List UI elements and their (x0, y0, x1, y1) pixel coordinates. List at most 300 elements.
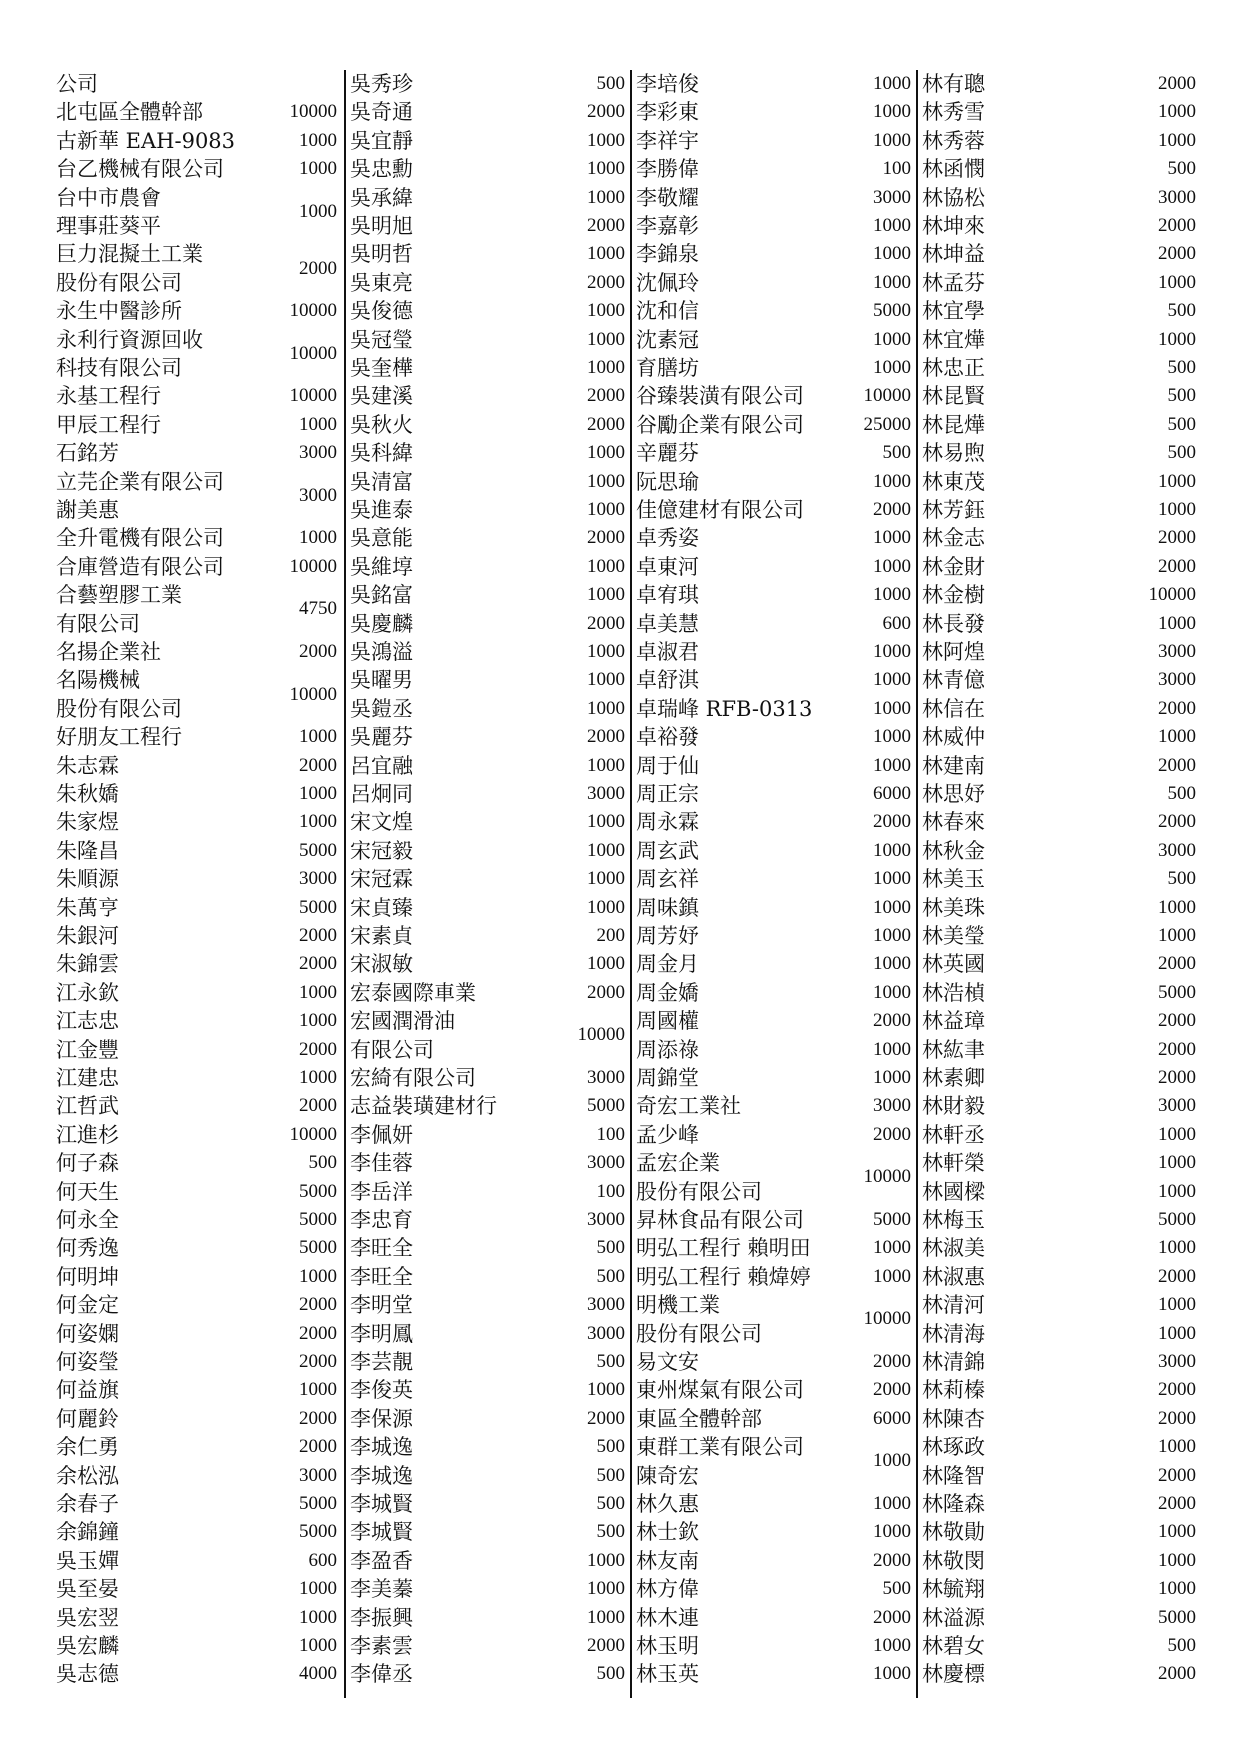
donor-name-line: 吳意能 (350, 526, 413, 551)
donation-amount: 1000 (1158, 271, 1196, 293)
donor-name (56, 723, 283, 751)
donor-entry (918, 808, 1200, 836)
donor-entry (918, 780, 1200, 808)
donor-name (922, 1064, 1142, 1092)
donor-name (350, 468, 571, 496)
donor-name (922, 155, 1142, 183)
donation-amount: 3000 (299, 442, 337, 464)
donor-entry (918, 1064, 1200, 1092)
donation-amount: 2000 (299, 953, 337, 975)
donor-name (56, 666, 283, 723)
donation-amount: 1000 (1158, 1521, 1196, 1543)
donor-entry (56, 1263, 341, 1291)
donor-name-line: 永利行資源回收 (56, 327, 203, 352)
donation-amount: 1000 (873, 328, 911, 350)
donation-amount: 1000 (1158, 1549, 1196, 1571)
donor-name (922, 1604, 1142, 1632)
donor-name (350, 666, 571, 694)
donor-name (636, 780, 857, 808)
donor-entry (346, 1007, 629, 1064)
donor-name-line: 林宜學 (922, 299, 985, 324)
donor-entry (632, 524, 915, 552)
donation-amount: 500 (596, 1464, 625, 1486)
donor-name-line: 吳進泰 (350, 498, 413, 522)
donor-name-line: 呂炯同 (350, 782, 413, 806)
donor-name-line: 江哲武 (56, 1094, 119, 1119)
donation-amount: 3000 (1158, 1095, 1196, 1117)
donor-name-line: 吳維埻 (350, 554, 413, 579)
donor-name-line: 江建忠 (56, 1066, 119, 1090)
donation-list-sheet (56, 70, 1196, 1700)
donation-amount: 10000 (863, 1308, 911, 1330)
donor-entry (56, 1036, 341, 1064)
donor-name (350, 1007, 571, 1064)
donor-entry (346, 723, 629, 751)
donor-name (350, 1291, 571, 1319)
donor-name (350, 70, 571, 98)
donor-name (350, 354, 571, 382)
donor-name (350, 1433, 571, 1461)
donation-amount: 2000 (873, 1549, 911, 1571)
donor-entry (56, 382, 341, 410)
donor-name (350, 1660, 571, 1688)
donor-name-line: 周國權 (636, 1009, 699, 1034)
donor-name-line: 全升電機有限公司 (56, 526, 224, 551)
donation-amount: 3000 (873, 186, 911, 208)
donor-name-line: 李偉丞 (350, 1662, 413, 1687)
donor-name (350, 922, 571, 950)
donation-amount: 500 (1167, 158, 1196, 180)
donor-name-line: 朱志霖 (56, 753, 119, 778)
donation-amount: 10000 (289, 683, 337, 705)
donor-name-line: 林長發 (922, 611, 985, 636)
donor-name (922, 922, 1142, 950)
donor-name (922, 70, 1142, 98)
donor-name-line: 公司 (56, 72, 98, 96)
donation-amount: 2000 (299, 1322, 337, 1344)
donation-amount: 500 (1167, 783, 1196, 804)
donor-name-line: 明弘工程行 賴明田 (636, 1236, 811, 1261)
donation-amount: 5000 (299, 1521, 337, 1543)
donor-name-line: 名揚企業社 (56, 640, 161, 664)
donor-name (922, 354, 1142, 382)
donor-entry (56, 524, 341, 552)
donor-name-line: 林友南 (636, 1548, 699, 1573)
donor-name (922, 212, 1142, 240)
donation-amount: 2000 (587, 981, 625, 1003)
donation-amount: 1000 (299, 1379, 337, 1401)
donor-entry (918, 155, 1200, 183)
donor-name-line: 林財毅 (922, 1094, 985, 1119)
donor-entry (918, 1490, 1200, 1518)
donor-entry (632, 638, 915, 666)
donor-name-line: 李嘉彰 (636, 214, 699, 238)
donation-amount: 1000 (1158, 1294, 1196, 1316)
donor-name-line: 孟少峰 (636, 1122, 699, 1147)
donor-name-line: 卓東河 (636, 554, 699, 579)
donation-amount: 500 (596, 1351, 625, 1372)
donation-amount: 2000 (299, 1095, 337, 1117)
donor-entry (632, 269, 915, 297)
donation-amount: 5000 (299, 896, 337, 918)
donor-name-line: 李城逸 (350, 1435, 413, 1460)
donor-entry (632, 439, 915, 467)
donor-name (56, 297, 283, 325)
donor-entry (918, 1007, 1200, 1035)
donation-amount: 1000 (873, 584, 911, 606)
donation-amount: 3000 (587, 1067, 625, 1088)
donor-entry (918, 439, 1200, 467)
donor-name-line: 林士欽 (636, 1520, 699, 1545)
donor-entry (346, 1092, 629, 1120)
donor-name-line: 佳億建材有限公司 (636, 498, 804, 522)
donor-name (636, 1604, 857, 1632)
donation-amount: 500 (1167, 1635, 1196, 1656)
donor-entry (346, 1376, 629, 1404)
donation-amount: 10000 (863, 1166, 911, 1188)
donation-amount: 5000 (873, 300, 911, 322)
donor-entry (346, 581, 629, 609)
donor-name (922, 950, 1142, 978)
donor-name-line: 股份有限公司 (636, 1321, 762, 1346)
donor-entry (346, 1547, 629, 1575)
donor-name (922, 1291, 1142, 1319)
donor-name (636, 1263, 857, 1291)
donation-amount: 1000 (587, 697, 625, 719)
donation-amount: 2000 (873, 811, 911, 833)
donor-name-line: 何益旗 (56, 1378, 119, 1403)
donor-entry (632, 979, 915, 1007)
donation-amount: 1000 (1158, 328, 1196, 350)
donation-amount: 2000 (1158, 1464, 1196, 1486)
donor-name-line: 沈和信 (636, 299, 699, 324)
donor-name (350, 1121, 571, 1149)
donor-entry (56, 1405, 341, 1433)
donor-entry (918, 1632, 1200, 1660)
donation-amount: 2000 (299, 754, 337, 776)
donor-entry (346, 439, 629, 467)
donor-name-line: 林協松 (922, 185, 985, 210)
donor-name-line: 周味鎮 (636, 895, 699, 920)
donor-entry (632, 1604, 915, 1632)
donor-entry (632, 1632, 915, 1660)
donor-name (922, 1121, 1142, 1149)
donor-name (56, 1348, 283, 1376)
donor-name (350, 1206, 571, 1234)
donor-name-line: 李保源 (350, 1406, 413, 1431)
donor-entry (346, 326, 629, 354)
donor-name (922, 865, 1142, 893)
column-4 (916, 70, 1200, 1698)
donor-entry (346, 1433, 629, 1461)
donor-name-line: 李俊英 (350, 1378, 413, 1403)
donation-amount: 2000 (1158, 1663, 1196, 1685)
donor-name (350, 1376, 571, 1404)
donor-name (922, 411, 1142, 439)
donor-name-line: 育膳坊 (636, 356, 699, 380)
donation-amount: 1000 (1158, 129, 1196, 151)
donation-amount: 500 (1167, 385, 1196, 407)
donor-name (350, 496, 571, 524)
donation-amount: 2000 (587, 1407, 625, 1429)
donor-name-line: 卓美慧 (636, 611, 699, 636)
donation-amount: 1000 (873, 1038, 911, 1060)
donor-name-line: 林玉明 (636, 1634, 699, 1658)
donor-entry (346, 411, 629, 439)
donor-name-line: 台乙機械有限公司 (56, 157, 224, 182)
donor-name (56, 326, 283, 383)
donor-name-line: 朱銀河 (56, 924, 119, 948)
donation-amount: 2000 (587, 215, 625, 236)
donor-entry (56, 184, 341, 241)
donor-entry (632, 1490, 915, 1518)
donor-name (350, 1490, 571, 1518)
donor-name (636, 1433, 857, 1490)
donor-name (56, 950, 283, 978)
donor-entry (918, 581, 1200, 609)
donor-name-line: 江永欽 (56, 980, 119, 1005)
donation-amount: 5000 (299, 839, 337, 861)
donor-name-line: 吳明哲 (350, 242, 413, 267)
donor-entry (56, 1121, 341, 1149)
donor-name-line: 股份有限公司 (636, 1179, 762, 1204)
donor-entry (346, 98, 629, 126)
donor-entry (918, 1178, 1200, 1206)
donation-amount: 1000 (873, 1450, 911, 1472)
donor-name (350, 1092, 571, 1120)
donation-amount: 1000 (299, 1578, 337, 1600)
donation-amount: 1000 (299, 413, 337, 435)
donor-name-line: 林軒丞 (922, 1122, 985, 1147)
donor-name-line: 林敬勛 (922, 1520, 985, 1545)
donor-entry (346, 1121, 629, 1149)
donor-entry (346, 894, 629, 922)
donor-name-line: 江進杉 (56, 1122, 119, 1147)
donor-name-line: 孟宏企業 (636, 1151, 720, 1176)
donor-entry (56, 1234, 341, 1262)
donor-entry (56, 1604, 341, 1632)
donation-amount: 1000 (1158, 1237, 1196, 1259)
donor-entry (346, 979, 629, 1007)
donor-name (56, 127, 283, 155)
donation-amount: 1000 (1158, 896, 1196, 918)
donor-name-line: 吳鴻溢 (350, 640, 413, 664)
donor-name-line: 辛麗芬 (636, 441, 699, 466)
donor-name-line: 朱萬亨 (56, 895, 119, 920)
donor-name-line: 江志忠 (56, 1009, 119, 1034)
donation-amount: 1000 (587, 555, 625, 577)
donor-entry (56, 723, 341, 751)
donor-name (922, 1036, 1142, 1064)
donor-name-line: 宏國潤滑油 (350, 1009, 455, 1034)
donor-name-line: 李明堂 (350, 1293, 413, 1318)
donor-name-line: 吳宏麟 (56, 1634, 119, 1658)
donation-amount: 1000 (873, 953, 911, 975)
donor-entry (918, 1405, 1200, 1433)
donor-name-line: 巨力混擬土工業 (56, 242, 203, 267)
donor-name (56, 184, 283, 241)
donor-name-line: 林金志 (922, 526, 985, 551)
donor-entry (346, 70, 629, 98)
donation-amount: 1000 (873, 925, 911, 946)
donor-name-line: 宋冠毅 (350, 838, 413, 863)
donation-amount: 1000 (873, 243, 911, 265)
donor-name (636, 752, 857, 780)
donor-name (350, 780, 571, 808)
donor-name (56, 439, 283, 467)
donor-entry (346, 1462, 629, 1490)
donor-name (350, 1064, 571, 1092)
donor-entry (918, 865, 1200, 893)
donor-name (350, 610, 571, 638)
donation-amount: 1000 (299, 129, 337, 151)
donor-name (636, 1518, 857, 1546)
donor-name (350, 1234, 571, 1262)
donor-name-line: 朱家煜 (56, 810, 119, 835)
donation-amount: 1000 (873, 1521, 911, 1543)
donor-entry (346, 1348, 629, 1376)
donor-name-line: 李錦泉 (636, 242, 699, 267)
donor-name-line: 林青億 (922, 668, 985, 693)
donor-name-line: 李芸靚 (350, 1350, 413, 1374)
donor-name (350, 894, 571, 922)
donor-entry (918, 382, 1200, 410)
donor-name (922, 184, 1142, 212)
donor-name-line: 周玄祥 (636, 867, 699, 892)
donor-entry (918, 1234, 1200, 1262)
donor-name-line: 李美蓁 (350, 1577, 413, 1602)
donor-name-line: 宋素貞 (350, 924, 413, 948)
donation-amount: 1000 (299, 811, 337, 833)
donor-name (636, 1206, 857, 1234)
donation-amount: 2000 (587, 101, 625, 123)
donor-name (922, 894, 1142, 922)
donor-name-line: 林信在 (922, 696, 985, 721)
donor-name-line: 林英國 (922, 952, 985, 977)
donor-entry (56, 1149, 341, 1177)
donor-name (636, 382, 857, 410)
donation-amount: 1000 (587, 357, 625, 378)
donor-name-line: 股份有限公司 (56, 270, 182, 295)
donation-amount: 4750 (299, 598, 337, 620)
donor-name (636, 1547, 857, 1575)
donation-amount: 500 (596, 1493, 625, 1514)
donor-entry (346, 240, 629, 268)
donor-name-line: 吳奎樺 (350, 356, 413, 380)
donation-amount: 1000 (1158, 726, 1196, 748)
donor-name (922, 1405, 1142, 1433)
donor-name (922, 439, 1142, 467)
donor-entry (632, 1036, 915, 1064)
donor-name-line: 何金定 (56, 1293, 119, 1318)
donation-amount: 1000 (873, 1663, 911, 1685)
donor-name-line: 李忠育 (350, 1208, 413, 1232)
donor-name (636, 155, 857, 183)
donor-entry (918, 1462, 1200, 1490)
donor-entry (632, 468, 915, 496)
donor-entry (346, 837, 629, 865)
donor-entry (56, 1518, 341, 1546)
donor-name-line: 東區全體幹部 (636, 1406, 762, 1431)
donor-entry (346, 1206, 629, 1234)
donor-name (922, 752, 1142, 780)
donor-entry (918, 1263, 1200, 1291)
donor-entry (346, 638, 629, 666)
donor-entry (56, 439, 341, 467)
donor-name (350, 1178, 571, 1206)
donation-amount: 1000 (873, 73, 911, 94)
donor-entry (346, 1490, 629, 1518)
donor-entry (346, 1632, 629, 1660)
donation-amount: 5000 (299, 1180, 337, 1202)
donation-amount: 2000 (1158, 243, 1196, 265)
donor-entry (918, 1121, 1200, 1149)
donation-amount: 5000 (299, 1237, 337, 1259)
donation-amount: 2000 (1158, 1379, 1196, 1401)
donor-name-line: 李城賢 (350, 1492, 413, 1516)
donor-name (636, 127, 857, 155)
donor-name (350, 439, 571, 467)
donor-name-line: 林莉榛 (922, 1378, 985, 1403)
donor-name (636, 610, 857, 638)
donation-amount: 1000 (873, 754, 911, 776)
donor-name (56, 1490, 283, 1518)
donor-name-line: 林芳鈺 (922, 498, 985, 522)
donation-amount: 500 (1167, 442, 1196, 464)
donor-entry (918, 70, 1200, 98)
donor-name (922, 1234, 1142, 1262)
donor-name-line: 卓秀姿 (636, 526, 699, 551)
donor-entry (918, 666, 1200, 694)
donor-name-line: 李素雲 (350, 1634, 413, 1658)
column-1 (56, 70, 341, 1698)
donor-name (922, 837, 1142, 865)
donor-entry (918, 240, 1200, 268)
donor-name-line: 謝美惠 (56, 497, 119, 522)
donor-entry (346, 524, 629, 552)
donor-name-line: 吳奇通 (350, 100, 413, 125)
donation-amount: 5000 (299, 1209, 337, 1230)
donor-name (56, 865, 283, 893)
donor-entry (632, 950, 915, 978)
donor-entry (346, 1660, 629, 1688)
donor-name (922, 1376, 1142, 1404)
donor-name (350, 212, 571, 240)
donation-amount: 500 (1167, 300, 1196, 322)
donation-amount: 2000 (299, 641, 337, 662)
donation-amount: 1000 (873, 555, 911, 577)
donor-entry (632, 98, 915, 126)
donor-entry (56, 1064, 341, 1092)
donor-name-line: 吳冠瑩 (350, 327, 413, 352)
donation-amount: 500 (308, 1152, 337, 1174)
donor-entry (56, 837, 341, 865)
donation-amount: 2000 (1158, 73, 1196, 94)
donor-name-line: 朱錦雲 (56, 952, 119, 977)
donation-amount: 2000 (299, 925, 337, 946)
donor-name-line: 阮思瑜 (636, 469, 699, 494)
donor-name (636, 1575, 857, 1603)
donation-amount: 1000 (873, 1067, 911, 1088)
donor-entry (56, 1490, 341, 1518)
donor-name-line: 林清河 (922, 1293, 985, 1318)
donation-amount: 10000 (289, 342, 337, 364)
donor-name-line: 何明坤 (56, 1264, 119, 1289)
donation-amount: 500 (596, 73, 625, 94)
donor-name (636, 695, 857, 723)
donation-amount: 1000 (587, 186, 625, 208)
donation-amount: 1000 (587, 499, 625, 520)
